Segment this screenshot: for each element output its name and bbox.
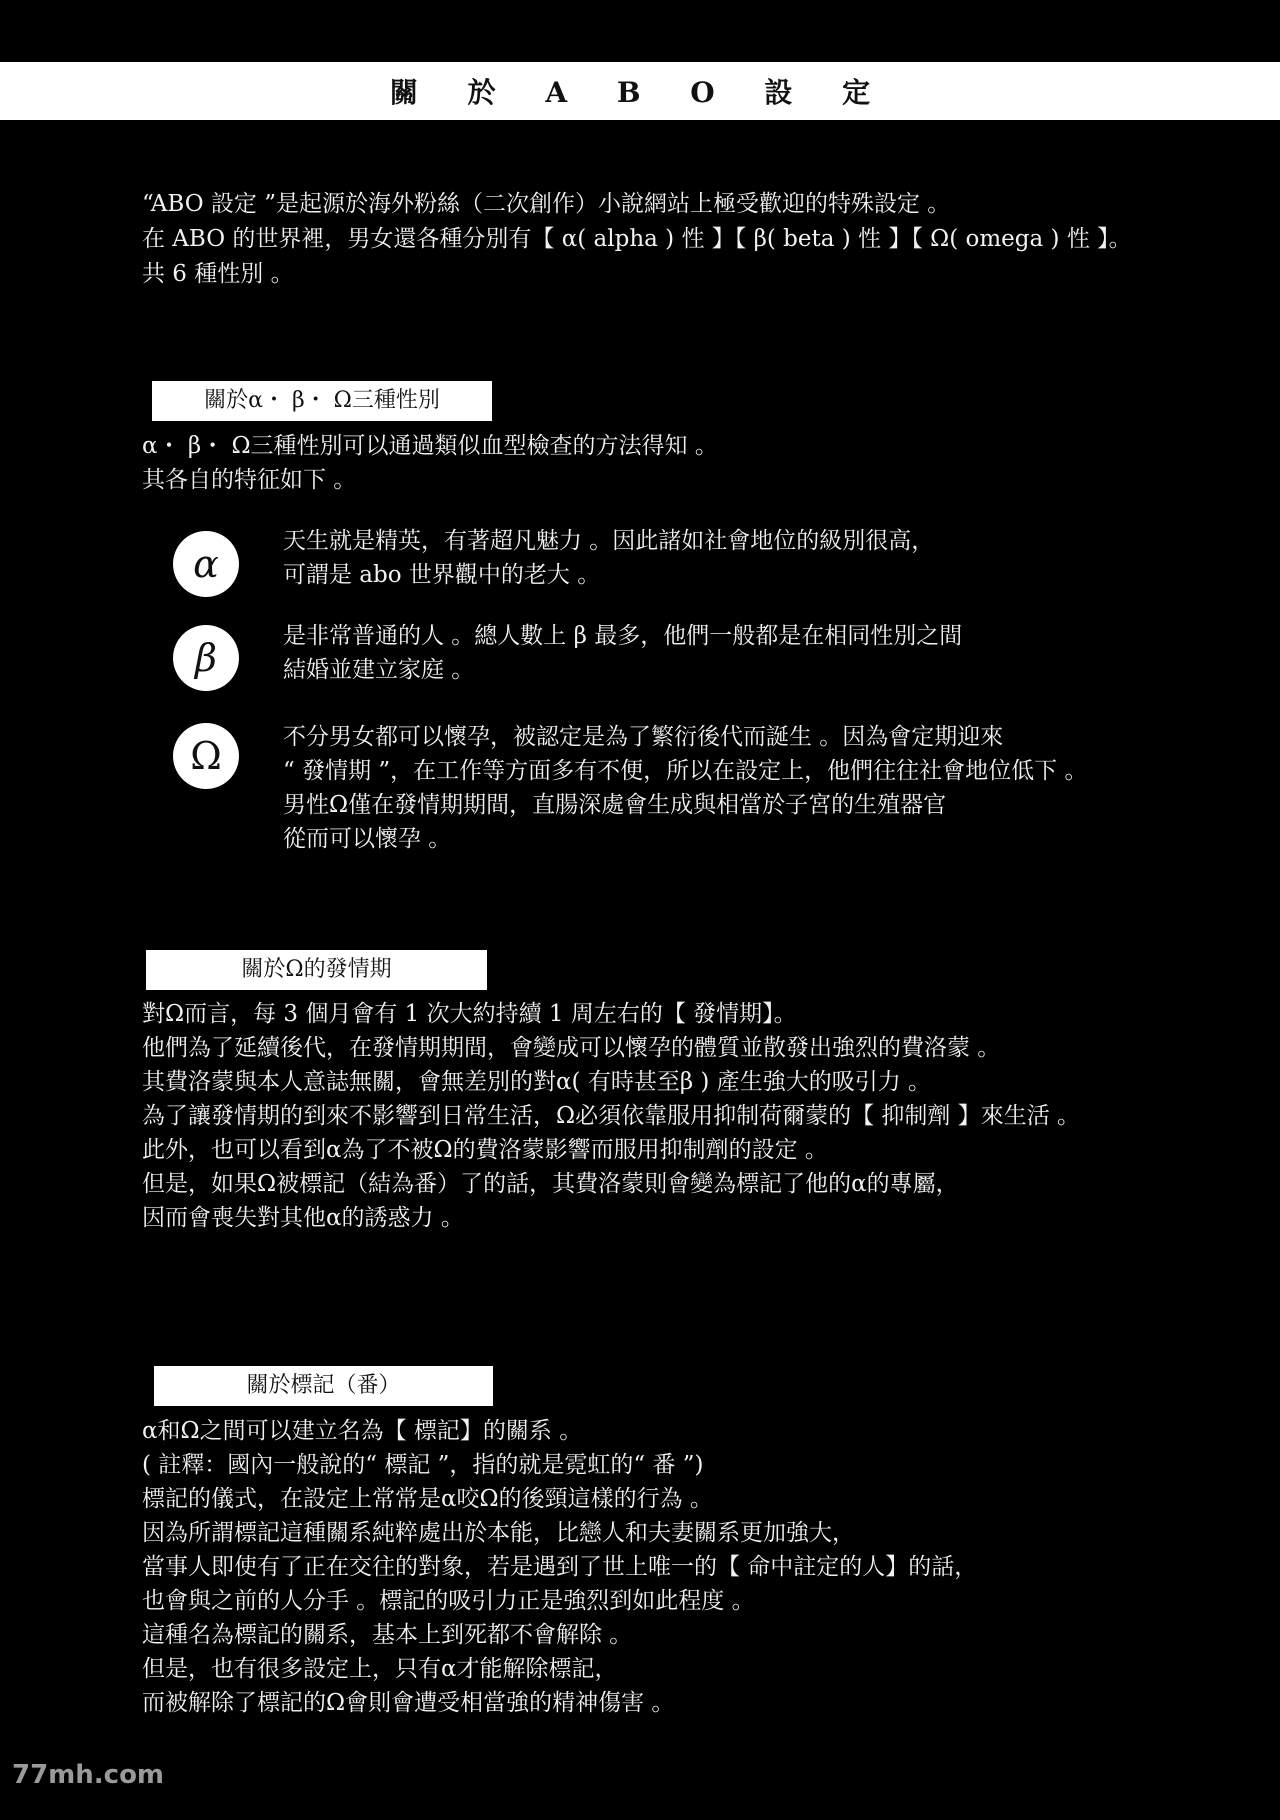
beta-icon: β (173, 625, 239, 691)
omega-desc-1: 不分男女都可以懷孕，被認定是為了繁衍後代而誕生 。因為會定期迎來 (283, 724, 1004, 750)
section2-line-4: 為了讓發情期的到來不影響到日常生活，Ω必須依靠服用抑制荷爾蒙的【 抑制劑 】來生活 。 (142, 1103, 1081, 1129)
section3-line-5: 當事人即使有了正在交往的對象，若是遇到了世上唯一的【 命中註定的人】的話， (142, 1554, 978, 1580)
section3-line-1: α和Ω之間可以建立名為【 標記】的關系 。 (142, 1418, 583, 1444)
omega-desc-3: 男性Ω僅在發情期期間，直腸深處會生成與相當於子宮的生殖器官 (283, 792, 947, 818)
omega-desc-2: “ 發情期 ”，在工作等方面多有不便，所以在設定上，他們往往社會地位低下 。 (283, 758, 1088, 784)
omega-icon: Ω (173, 723, 239, 789)
beta-desc-1: 是非常普通的人 。總人數上 β 最多，他們一般都是在相同性別之間 (283, 623, 963, 649)
intro-line-1: “ABO 設定 ”是起源於海外粉絲（二次創作）小說網站上極受歡迎的特殊設定 。 (142, 191, 951, 217)
page-title: 關 於 A B O 設 定 (0, 62, 1280, 120)
section3-line-7: 這種名為標記的關系，基本上到死都不會解除 。 (142, 1622, 633, 1648)
section3-line-4: 因為所謂標記這種關系純粹處出於本能，比戀人和夫妻關系更加強大， (142, 1520, 855, 1546)
alpha-desc-1: 天生就是精英，有著超凡魅力 。因此諸如社會地位的級別很高， (283, 528, 935, 554)
section1-line-2: 其各自的特征如下 。 (142, 467, 357, 493)
watermark: 77mh.com (12, 1760, 165, 1790)
alpha-icon: α (173, 531, 239, 597)
section2-line-2: 他們為了延續後代，在發情期期間，會變成可以懷孕的體質並散發出強烈的費洛蒙 。 (142, 1035, 1001, 1061)
section3-line-3: 標記的儀式，在設定上常常是α咬Ω的後頸這樣的行為 。 (142, 1486, 713, 1512)
section3-line-6: 也會與之前的人分手 。標記的吸引力正是強烈到如此程度 。 (142, 1588, 755, 1614)
section2-line-5: 此外，也可以看到α為了不被Ω的費洛蒙影響而服用抑制劑的設定 。 (142, 1137, 828, 1163)
section1-line-1: α・ β・ Ω三種性別可以通過類似血型檢查的方法得知 。 (142, 433, 718, 459)
intro-line-2: 在 ABO 的世界裡，男女還各種分別有【 α( alpha ) 性 】【 β( beta ) 性 】【 Ω( omega ) 性 】。 (142, 226, 1132, 252)
section-label-heat: 關於Ω的發情期 (146, 950, 487, 990)
section3-line-9: 而被解除了標記的Ω會則會遭受相當強的精神傷害 。 (142, 1690, 675, 1716)
section3-line-2: ( 註釋：國內一般說的“ 標記 ”，指的就是霓虹的“ 番 ”) (142, 1452, 704, 1478)
section-label-genders: 關於α・ β・ Ω三種性別 (152, 381, 492, 421)
alpha-desc-2: 可謂是 abo 世界觀中的老大 。 (283, 562, 601, 588)
section2-line-7: 因而會喪失對其他α的誘惑力 。 (142, 1205, 464, 1231)
section-label-marking: 關於標記（番） (154, 1366, 493, 1406)
beta-desc-2: 結婚並建立家庭 。 (283, 657, 475, 683)
intro-line-3: 共 6 種性別 。 (142, 261, 294, 287)
section2-line-3: 其費洛蒙與本人意誌無關，會無差別的對α( 有時甚至β ) 產生強大的吸引力 。 (142, 1069, 932, 1095)
section2-line-6: 但是，如果Ω被標記（結為番）了的話，其費洛蒙則會變為標記了他的α的專屬， (142, 1171, 959, 1197)
section2-line-1: 對Ω而言，每 3 個月會有 1 次大約持續 1 周左右的【 發情期】。 (142, 1001, 797, 1027)
section3-line-8: 但是，也有很多設定上，只有α才能解除標記， (142, 1656, 618, 1682)
omega-desc-4: 從而可以懷孕 。 (283, 826, 452, 852)
